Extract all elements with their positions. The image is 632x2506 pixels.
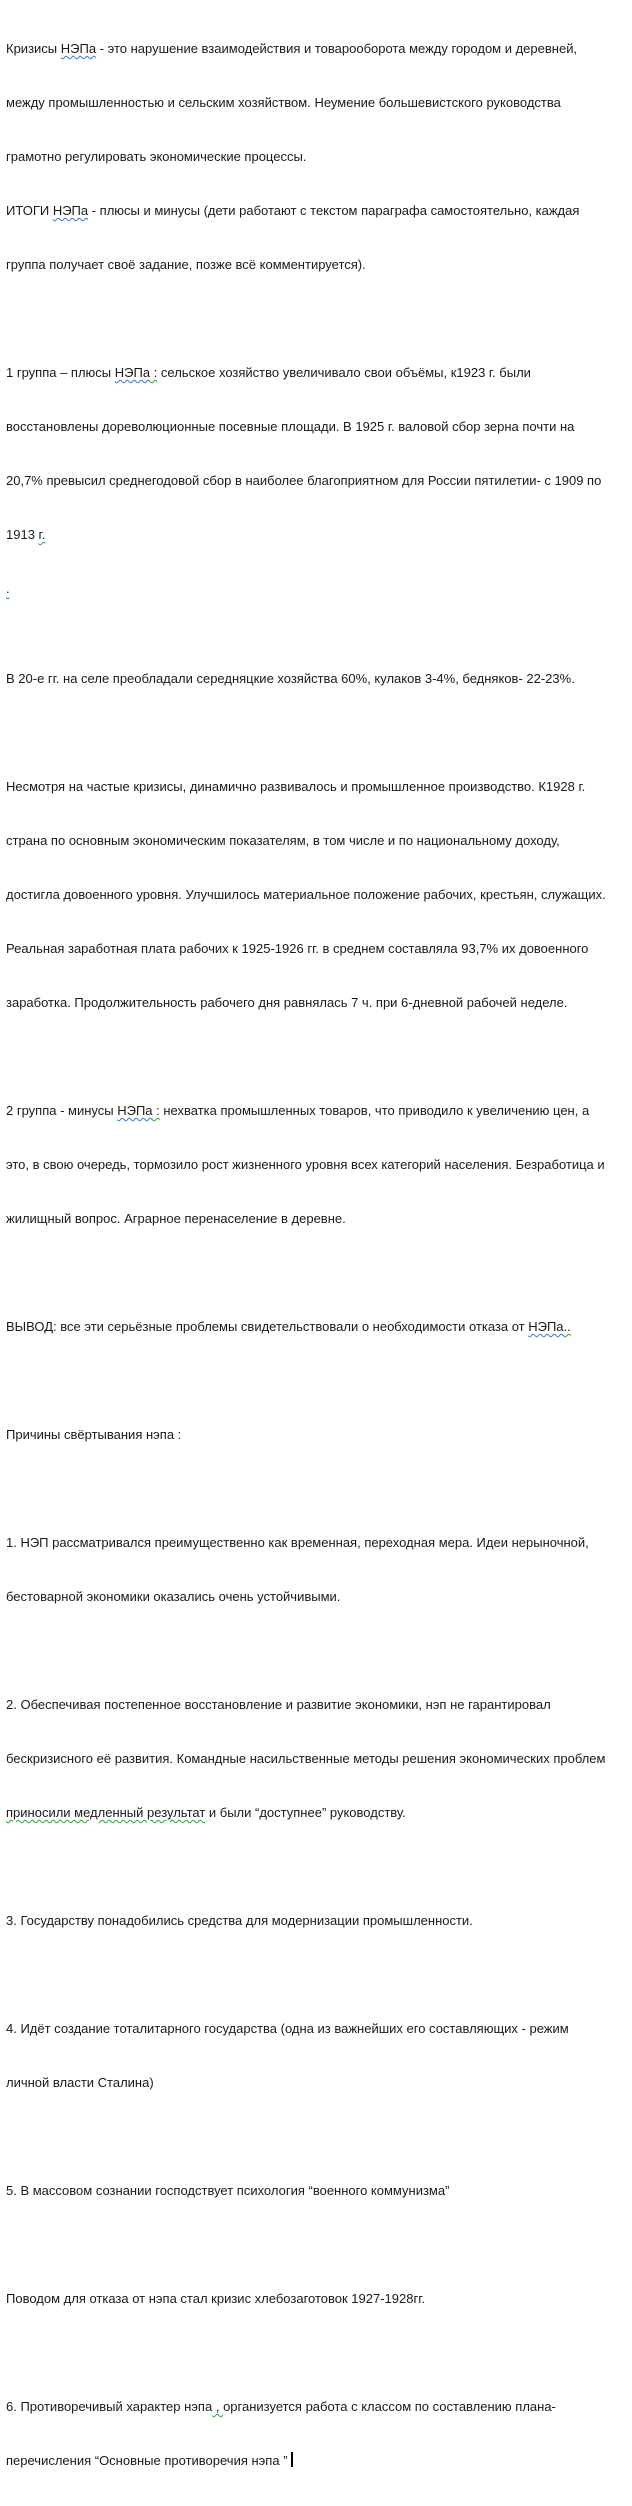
reason-2 (6, 1660, 626, 1858)
reason-6-line-2 (6, 2452, 626, 2470)
reason-1 (6, 1498, 626, 1642)
spellcheck-word: НЭПа (52, 203, 89, 218)
spellcheck-word: НЭПа (528, 1319, 564, 1334)
text-run: Кризисы (6, 41, 61, 56)
grammar-mark: : (150, 365, 158, 380)
text-run: ИТОГИ (6, 203, 53, 218)
grammar-mark: .. (563, 1319, 571, 1334)
document-body[interactable] (6, 4, 626, 2506)
text-run: - это нарушение взаимодействия и товарооборота между городом и деревней, (96, 41, 578, 56)
group1-line-5 (6, 580, 626, 598)
intro-line-4 (6, 202, 626, 220)
crisis-paragraph (6, 2254, 626, 2344)
text-run: и были “доступнее” руководству. (205, 1805, 406, 1820)
conclusion-paragraph (6, 1282, 626, 1372)
group1-paragraph (6, 328, 626, 634)
reason-5 (6, 2146, 626, 2236)
text-run: 1 группа – плюсы (6, 365, 115, 380)
group2-paragraph (6, 1066, 626, 1264)
text-cursor (291, 2452, 293, 2467)
spellcheck-word: НЭПа (117, 1103, 153, 1118)
group2-line-2: это, в свою очередь, тормозило рост жизненного уровня всех категорий населения. Безработица и (6, 1157, 605, 1172)
intro-line-3: грамотно регулировать экономические процессы. (6, 149, 307, 164)
reason-6 (6, 2362, 626, 2506)
reason-3 (6, 1876, 626, 1966)
spellcheck-word: НЭПа (114, 365, 151, 380)
reason-2-line-1: 2. Обеспечивая постепенное восстановление и развитие экономики, нэп не гарантировал (6, 1697, 551, 1712)
text-run: 6. Противоречивый характер нэпа (6, 2399, 213, 2414)
grammar-mark: , (212, 2399, 224, 2414)
group1-line-1 (6, 364, 626, 382)
industry-paragraph (6, 742, 626, 1048)
reasons-title (6, 1390, 626, 1480)
text-run: 1913 (6, 527, 39, 542)
text-run: 2 группа - минусы (6, 1103, 118, 1118)
text-run: организуется работа с классом по составлению плана- (223, 2399, 556, 2414)
grammar-mark: г. (38, 527, 46, 542)
crisis-line: Поводом для отказа от нэпа стал кризис хлебозаготовок 1927-1928гг. (6, 2291, 425, 2306)
group1-line-3: 20,7% превысил среднегодовой сбор в наиболее благоприятном для России пятилетии- с 1909 по (6, 473, 602, 488)
reason-1-line-1: 1. НЭП рассматривался преимущественно как временная, переходная мера. Идеи нерыночной, (6, 1535, 589, 1550)
group2-line-1 (6, 1102, 626, 1120)
text-run: - плюсы и минусы (дети работают с текстом параграфа самостоятельно, каждая (88, 203, 580, 218)
intro-paragraph (6, 4, 626, 310)
text-run: перечисления “Основные противоречия нэпа ” (6, 2453, 288, 2468)
grammar-mark: . (6, 581, 10, 596)
industry-line-4: Реальная заработная плата рабочих к 1925-1926 гг. в среднем составляла 93,7% их довоенного (6, 941, 589, 956)
intro-line-2: между промышленностью и сельским хозяйством. Неумение большевистского руководства (6, 95, 561, 110)
reason-4-line-2: личной власти Сталина) (6, 2075, 154, 2090)
text-run: сельское хозяйство увеличивало свои объёмы, к1923 г. были (157, 365, 531, 380)
industry-line-5: заработка. Продолжительность рабочего дня равнялась 7 ч. при 6-дневной рабочей неделе. (6, 995, 568, 1010)
grammar-mark: приносили медленный результат (6, 1805, 206, 1820)
reason-2-line-2: бескризисного её развития. Командные насильственные методы решения экономических проблем (6, 1751, 606, 1766)
group1-line-4 (6, 526, 626, 544)
reason-2-line-3 (6, 1804, 626, 1822)
intro-line-5: группа получает своё задание, позже всё комментируется). (6, 257, 366, 272)
rural-paragraph (6, 634, 626, 724)
reason-5-line: 5. В массовом сознании господствует психология “военного коммунизма” (6, 2183, 450, 2198)
conclusion-line (6, 1318, 626, 1336)
grammar-mark: : (152, 1103, 160, 1118)
reason-3-line: 3. Государству понадобились средства для модернизации промышленности. (6, 1913, 473, 1928)
industry-line-1: Несмотря на частые кризисы, динамично развивалось и промышленное производство. К1928 г. (6, 779, 586, 794)
spellcheck-word: НЭПа (60, 41, 97, 56)
industry-line-2: страна по основным экономическим показателям, в том числе и по национальному доходу, (6, 833, 560, 848)
reasons-title-line: Причины свёртывания нэпа : (6, 1427, 182, 1442)
group1-line-2: восстановлены дореволюционные посевные площади. В 1925 г. валовой сбор зерна почти на (6, 419, 575, 434)
reason-1-line-2: бестоварной экономики оказались очень устойчивыми. (6, 1589, 341, 1604)
reason-6-line-1 (6, 2398, 626, 2416)
intro-line-1 (6, 40, 626, 58)
text-run: нехватка промышленных товаров, что приводило к увеличению цен, а (159, 1103, 590, 1118)
text-run: ВЫВОД: все эти серьёзные проблемы свидетельствовали о необходимости отказа от (6, 1319, 529, 1334)
reason-4 (6, 1984, 626, 2128)
reason-4-line-1: 4. Идёт создание тоталитарного государства (одна из важнейших его составляющих - режим (6, 2021, 569, 2036)
industry-line-3: достигла довоенного уровня. Улучшилось материальное положение рабочих, крестьян, служащих. (6, 887, 606, 902)
rural-line: В 20-е гг. на селе преобладали середняцкие хозяйства 60%, кулаков 3-4%, бедняков- 22-23%. (6, 671, 575, 686)
group2-line-3: жилищный вопрос. Аграрное перенаселение в деревне. (6, 1211, 346, 1226)
